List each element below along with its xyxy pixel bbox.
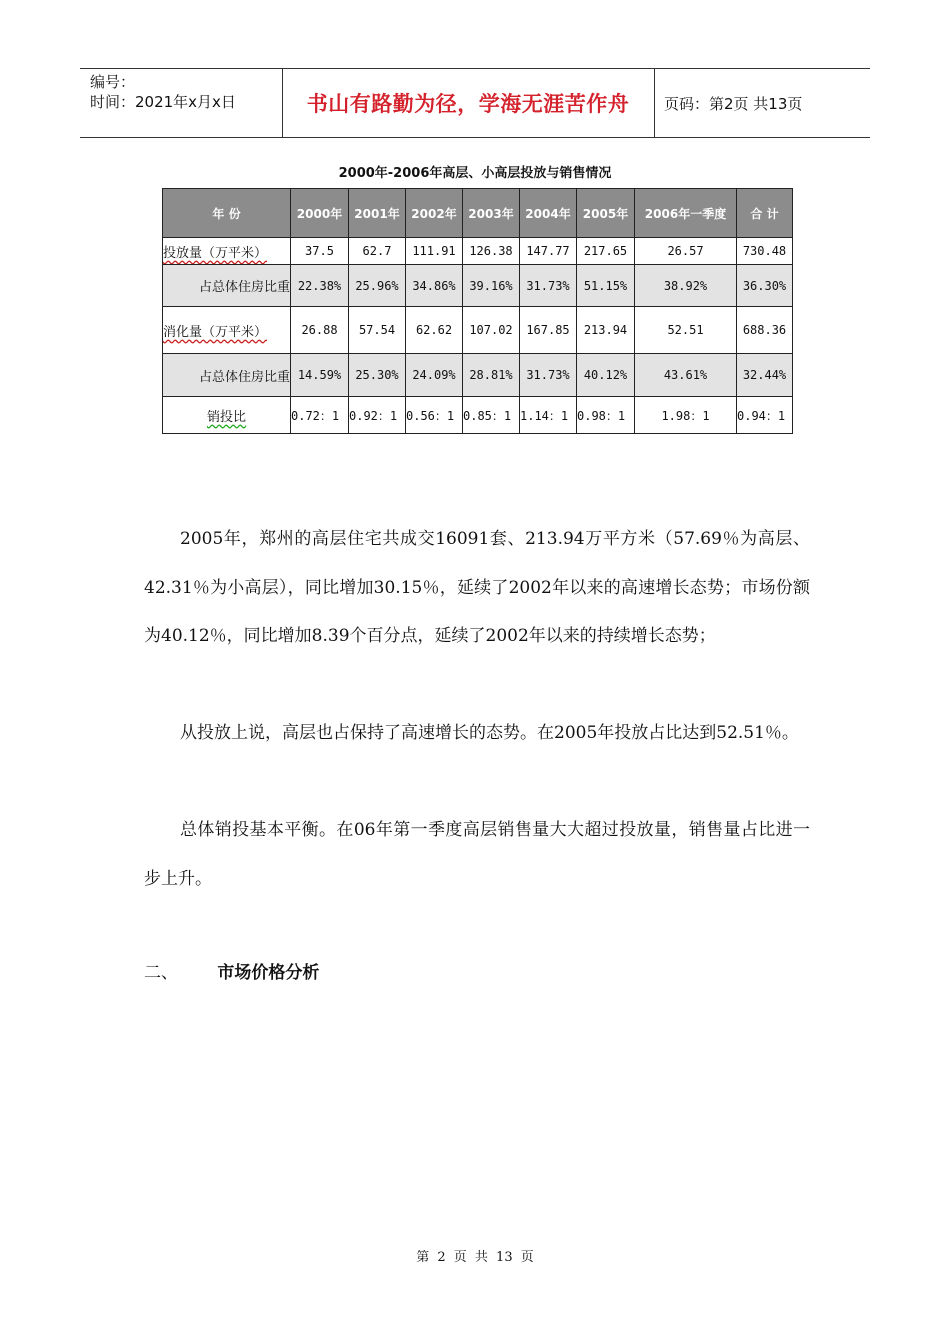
- table-cell: 688.36: [737, 307, 793, 354]
- table-cell: 0.72：1: [291, 397, 349, 434]
- header-motto-cell: [282, 69, 655, 137]
- table-row: [163, 354, 793, 397]
- header-meta: [80, 69, 283, 137]
- column-header: 2002年: [406, 189, 463, 238]
- table-cell: 36.30%: [737, 265, 793, 307]
- table-cell: 217.65: [577, 238, 635, 265]
- section-title: 市场价格分析: [217, 963, 320, 983]
- table-cell: 32.44%: [737, 354, 793, 397]
- table-row: [163, 397, 793, 434]
- row-label: 投放量（万平米）: [163, 238, 291, 265]
- paragraph-balance: 总体销投基本平衡。在06年第一季度高层销售量大大超过投放量，销售量占比进一步上升。: [144, 820, 810, 889]
- row-label: 占总体住房比重: [163, 354, 291, 397]
- header-motto: 书山有路勤为径，学海无涯苦作舟: [306, 92, 630, 116]
- table-cell: 24.09%: [406, 354, 463, 397]
- table-cell: 0.98：1: [577, 397, 635, 434]
- time-label: 时间：2021年x月x日: [90, 93, 236, 111]
- column-header: 2001年: [349, 189, 406, 238]
- table-cell: 40.12%: [577, 354, 635, 397]
- table-cell: 0.56：1: [406, 397, 463, 434]
- table-cell: 0.94：1: [737, 397, 793, 434]
- table-cell: 34.86%: [406, 265, 463, 307]
- column-header: 2004年: [520, 189, 577, 238]
- table-cell: 43.61%: [635, 354, 737, 397]
- paragraph-sales-2005: 2005年，郑州的高层住宅共成交16091套、213.94万平方米（57.69％为高层、42.31％为小高层），同比增加30.15％，延续了2002年以来的高速增长态势；市场份额为40.12％，同比增加8.39个百分点，延续了2002年以来的持续增长态势；: [144, 529, 810, 646]
- table-cell: 28.81%: [463, 354, 520, 397]
- table-cell: 1.14：1: [520, 397, 577, 434]
- column-header: 2005年: [577, 189, 635, 238]
- column-header: 2006年一季度: [635, 189, 737, 238]
- row-label: 销投比: [163, 397, 291, 434]
- table-cell: 31.73%: [520, 354, 577, 397]
- table-cell: 26.57: [635, 238, 737, 265]
- table-cell: 52.51: [635, 307, 737, 354]
- table-cell: 22.38%: [291, 265, 349, 307]
- table-cell: 1.98：1: [635, 397, 737, 434]
- table-cell: 26.88: [291, 307, 349, 354]
- table-cell: 126.38: [463, 238, 520, 265]
- table-cell: 38.92%: [635, 265, 737, 307]
- row-label: 消化量（万平米）: [163, 307, 291, 354]
- header-page-info: 页码：第2页 共13页: [664, 94, 803, 113]
- table-row: [163, 307, 793, 354]
- header-page-cell: [654, 69, 870, 137]
- table-row: [163, 265, 793, 307]
- table-caption: 2000年-2006年高层、小高层投放与销售情况: [338, 166, 612, 181]
- column-header: 2003年: [463, 189, 520, 238]
- table-cell: 25.96%: [349, 265, 406, 307]
- section-number: 二、: [144, 963, 178, 983]
- sales-table: [162, 188, 793, 434]
- table-cell: 107.02: [463, 307, 520, 354]
- table-cell: 147.77: [520, 238, 577, 265]
- table-cell: 51.15%: [577, 265, 635, 307]
- table-cell: 39.16%: [463, 265, 520, 307]
- table-cell: 213.94: [577, 307, 635, 354]
- table-cell: 111.91: [406, 238, 463, 265]
- table-cell: 31.73%: [520, 265, 577, 307]
- column-header: 合 计: [737, 189, 793, 238]
- table-cell: 62.62: [406, 307, 463, 354]
- column-header: 2000年: [291, 189, 349, 238]
- table-cell: 25.30%: [349, 354, 406, 397]
- row-label: 占总体住房比重: [163, 265, 291, 307]
- table-cell: 62.7: [349, 238, 406, 265]
- table-cell: 730.48: [737, 238, 793, 265]
- number-label: 编号：: [90, 73, 136, 91]
- table-cell: 14.59%: [291, 354, 349, 397]
- table-row: [163, 238, 793, 265]
- page-header: [80, 68, 870, 138]
- table-cell: 167.85: [520, 307, 577, 354]
- table-cell: 57.54: [349, 307, 406, 354]
- table-cell: 37.5: [291, 238, 349, 265]
- table-cell: 0.85：1: [463, 397, 520, 434]
- column-header: 年 份: [163, 189, 291, 238]
- section-heading: [144, 958, 319, 983]
- table-cell: 0.92：1: [349, 397, 406, 434]
- table-header-row: [163, 189, 793, 238]
- paragraph-supply: 从投放上说，高层也占保持了高速增长的态势。在2005年投放占比达到52.51％。: [180, 723, 799, 743]
- page-footer: 第 2 页 共 13 页: [416, 1250, 534, 1265]
